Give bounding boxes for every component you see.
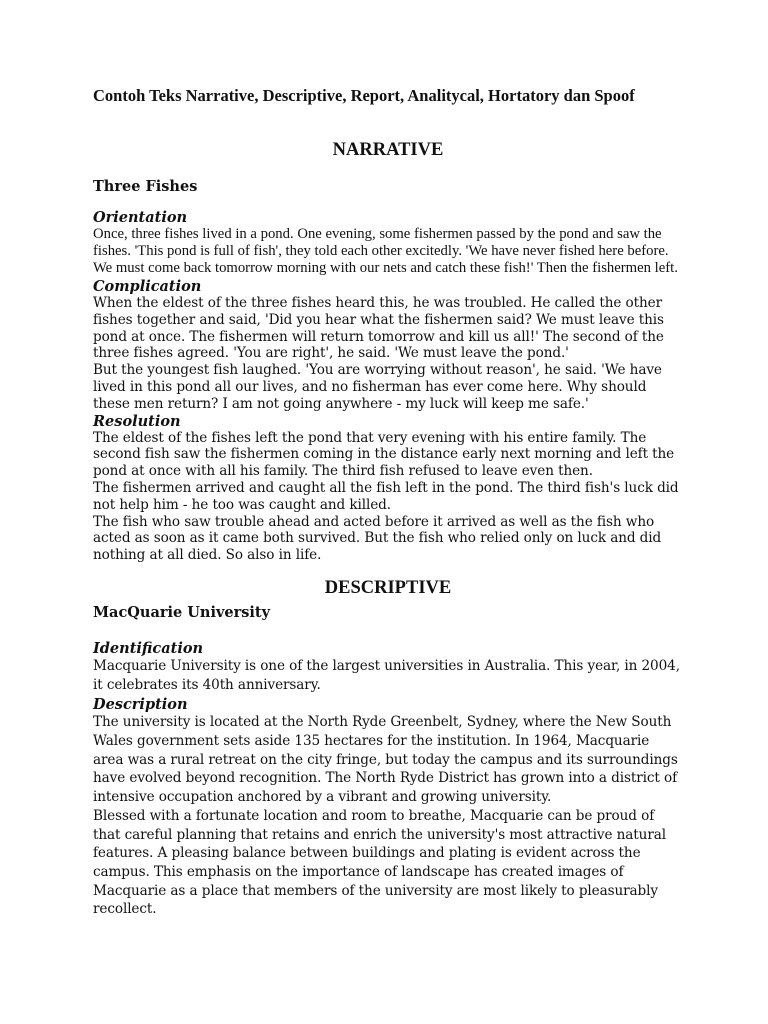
narrative-heading: NARRATIVE xyxy=(332,140,444,160)
description-label: Description xyxy=(93,696,188,714)
identification-label: Identification xyxy=(93,639,204,657)
document-title: Contoh Teks Narrative, Descriptive, Report, Analitycal, Hortatory dan Spoof xyxy=(93,86,635,105)
resolution-paragraph: The fish who saw trouble ahead and acted before it arrived as well as the fish who acted as soon as it came both survived. But the fish who relied only on luck and did nothing at all died. So also in life. xyxy=(93,513,662,564)
description-paragraph: Blessed with a fortunate location and room to breathe, Macquarie can be proud of that careful planning that retains and enrich the university's most attractive natural features. A pleasing balance between buildings and plating is evident across the campus. This emphasis on the importance of landscape has created images of Macquarie as a place that members of the university are most likely to pleasurably recollect. xyxy=(93,807,666,918)
orientation-paragraph: Once, three fishes lived in a pond. One evening, some fishermen passed by the pond and saw the fishes. 'This pond is full of fish', they told each other excitedly. 'We have never fished here before. We must come back tomorrow morning with our nets and catch these fish!' Then the fishermen left. xyxy=(93,226,678,276)
complication-paragraph: When the eldest of the three fishes heard this, he was troubled. He called the other fishes together and said, 'Did you hear what the fishermen said? We must leave this pond at once. The fishermen will return tomorrow and kill us all!' The second of the three fishes agreed. 'You are right', he said. 'We must leave the pond.' xyxy=(93,295,664,362)
story-title: Three Fishes xyxy=(93,178,198,195)
identification-paragraph: Macquarie University is one of the largest universities in Australia. This year, in 2004, it celebrates its 40th anniversary. xyxy=(93,657,680,693)
resolution-paragraph: The fishermen arrived and caught all the fish left in the pond. The third fish's luck did not help him - he too was caught and killed. xyxy=(93,479,679,513)
orientation-label: Orientation xyxy=(93,209,188,226)
subject-title: MacQuarie University xyxy=(93,603,271,621)
document-page xyxy=(93,86,683,919)
description-paragraph: The university is located at the North Ryde Greenbelt, Sydney, where the New South Wales government sets aside 135 hectares for the institution. In 1964, Macquarie area was a rural retreat on the city fringe, but today the campus and its surroundings have evolved beyond recognition. The North Ryde District has grown into a district of intensive occupation anchored by a vibrant and growing university. xyxy=(93,714,678,806)
descriptive-heading: DESCRIPTIVE xyxy=(324,577,452,598)
complication-paragraph: But the youngest fish laughed. 'You are worrying without reason', he said. 'We have lived in this pond all our lives, and no fisherman has ever come here. Why should these men return? I am not going anywhere - my luck will keep me safe.' xyxy=(93,362,662,412)
resolution-label: Resolution xyxy=(93,412,181,430)
resolution-paragraph: The eldest of the fishes left the pond that very evening with his entire family. The second fish saw the fishermen coming in the distance early next morning and left the pond at once with all his family. The third fish refused to leave even then. xyxy=(93,429,675,480)
complication-label: Complication xyxy=(93,278,202,295)
